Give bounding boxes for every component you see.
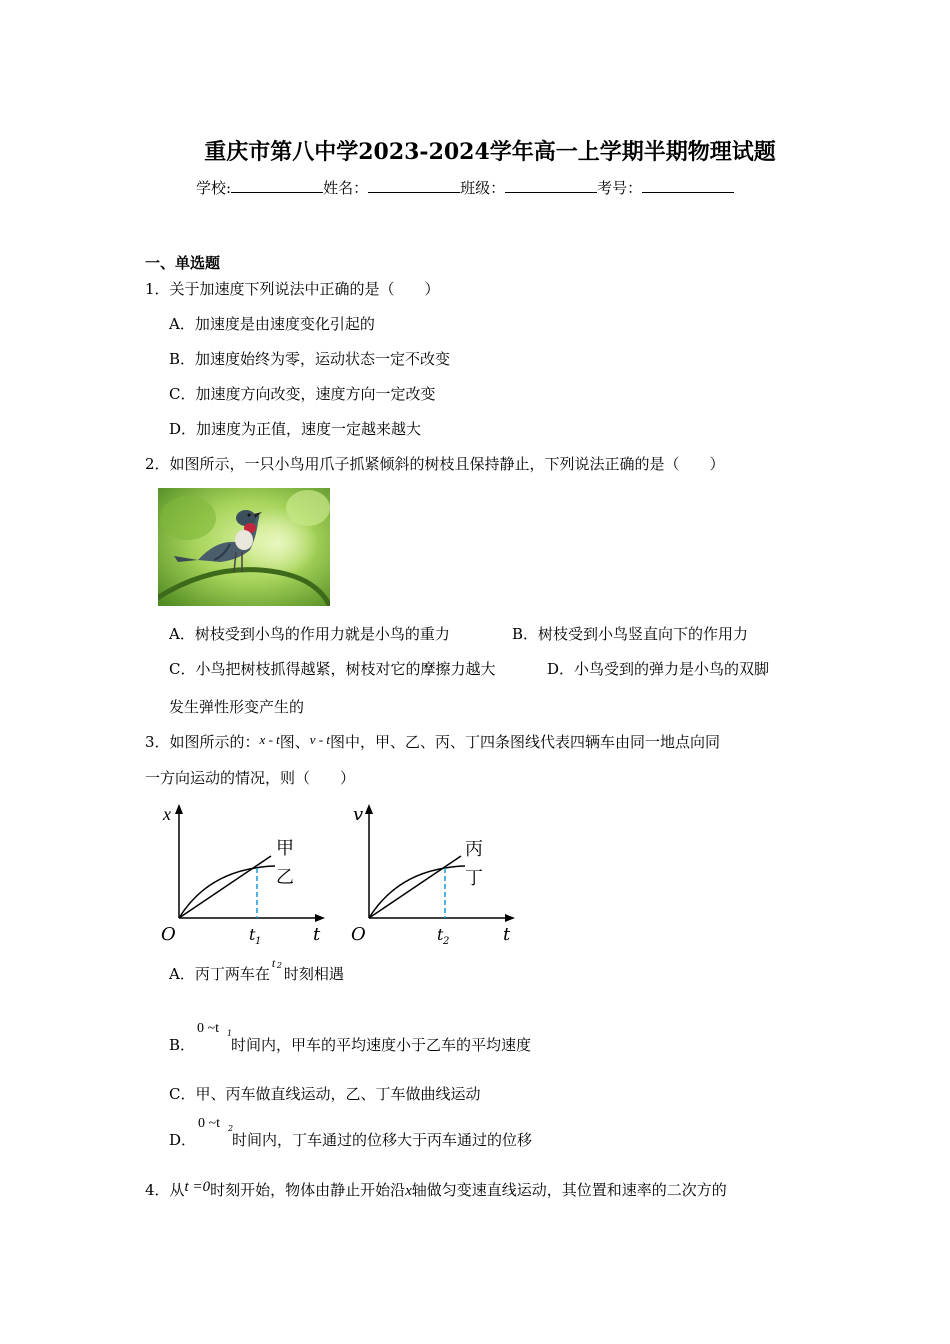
q3-option-d-math-sub: 2	[228, 1124, 234, 1133]
q4-math: t =0	[184, 1179, 211, 1195]
q3-option-a-suffix: 时刻相遇	[283, 965, 344, 983]
q2-option-a: A．树枝受到小鸟的作用力就是小鸟的重力	[169, 625, 450, 643]
q2-option-b: B．树枝受到小鸟竖直向下的作用力	[512, 625, 749, 643]
q3-option-d-prefix: D．	[169, 1131, 197, 1149]
q3-option-a-math-sub: 2	[276, 961, 282, 970]
q3-option-b-math-sub: 1	[227, 1029, 233, 1038]
vt-axes	[365, 804, 515, 922]
xt-y-label: x	[163, 804, 171, 824]
q3-option-d-math	[196, 1116, 234, 1145]
name-blank	[368, 178, 460, 193]
vt-y-label: v	[353, 804, 364, 825]
xt-label-jia: 甲	[276, 838, 294, 859]
page-title: 重庆市第八中学2023-2024学年高一上学期半期物理试题	[204, 139, 776, 165]
q3-option-a-prefix: A．丙丁两车在	[169, 965, 270, 983]
q4-prefix: 4．从	[145, 1181, 185, 1199]
school-label: 学校:	[196, 179, 232, 197]
q3-stem-mid2: 图中，甲、乙、丙、丁四条图线代表四辆车由同一地点向同	[330, 733, 721, 751]
q3-option-b-prefix: B．	[169, 1036, 196, 1054]
q4-stem	[145, 1179, 727, 1200]
class-blank	[505, 178, 597, 193]
student-info-line	[196, 177, 734, 198]
q1-option-c: C．加速度方向改变，速度方向一定改变	[169, 385, 436, 403]
exam-number-blank	[642, 178, 734, 193]
xt-label-yi: 乙	[276, 867, 294, 888]
q3-stem-line2: 一方向运动的情况，则（ ）	[145, 769, 356, 787]
q3-option-a-math-t: t	[271, 956, 276, 970]
q3-option-a-math	[270, 956, 284, 979]
q3-option-d-math-text: 0 ~t	[198, 1116, 220, 1131]
xt-tick-t1: t	[249, 925, 256, 944]
exam-number-label: 考号：	[597, 179, 643, 197]
q1-option-a: A．加速度是由速度变化引起的	[169, 315, 375, 333]
q1-option-d: D．加速度为正值，速度一定越来越大	[169, 420, 422, 438]
q3-xt-label: x - t	[259, 732, 280, 747]
name-label: 姓名：	[323, 179, 369, 197]
q2-stem: 2．如图所示，一只小鸟用爪子抓紧倾斜的树枝且保持静止，下列说法正确的是（ ）	[145, 455, 725, 473]
vt-label-ding: 丁	[465, 868, 483, 889]
q3-option-d	[169, 1116, 533, 1150]
vt-line-bing	[369, 856, 461, 918]
q4-suffix: 轴做匀变速直线运动，其位置和速率的二次方的	[411, 1181, 727, 1199]
q2-option-d: D．小鸟受到的弹力是小鸟的双脚	[547, 660, 770, 678]
q3-option-b-suffix: 时间内，甲车的平均速度小于乙车的平均速度	[231, 1036, 532, 1054]
vt-tick-t2: t	[437, 925, 444, 944]
q3-stem	[145, 731, 720, 752]
xt-x-label: t	[313, 924, 321, 945]
class-label: 班级：	[460, 179, 506, 197]
q1-stem: 1．关于加速度下列说法中正确的是（ ）	[145, 280, 440, 298]
section-heading: 一、单选题	[145, 254, 221, 272]
q3-option-a	[169, 956, 344, 984]
q3-vt-label: v - t	[309, 732, 330, 747]
q4-mid: 时刻开始，物体由静止开始沿	[210, 1181, 406, 1199]
xt-origin-label: O	[161, 924, 176, 945]
q1-option-b: B．加速度始终为零，运动状态一定不改变	[169, 350, 451, 368]
q3-option-b-math	[195, 1021, 233, 1050]
xt-curve-yi	[179, 866, 275, 918]
xt-graph	[155, 798, 335, 948]
xt-axes	[175, 804, 325, 922]
vt-x-label: t	[503, 924, 511, 945]
q4-var: x	[405, 1183, 412, 1199]
vt-label-bing: 丙	[465, 839, 483, 860]
q2-option-c: C．小鸟把树枝抓得越紧，树枝对它的摩擦力越大	[169, 660, 496, 678]
q2-option-d-continued: 发生弹性形变产生的	[169, 698, 305, 716]
q3-option-b	[169, 1021, 532, 1055]
xt-tick-t1-sub: 1	[255, 936, 262, 947]
q3-option-d-suffix: 时间内，丁车通过的位移大于丙车通过的位移	[232, 1131, 533, 1149]
q3-option-b-math-text: 0 ~t	[197, 1021, 219, 1036]
vt-graph	[345, 798, 525, 948]
vt-tick-t2-sub: 2	[443, 936, 450, 947]
vt-origin-label: O	[351, 924, 366, 945]
q3-stem-mid1: 图、	[279, 733, 310, 751]
vt-curve-ding	[369, 866, 465, 918]
school-blank	[231, 178, 323, 193]
bird-on-branch-photo	[158, 488, 330, 606]
q3-option-c: C．甲、丙车做直线运动，乙、丁车做曲线运动	[169, 1085, 481, 1103]
q3-stem-prefix: 3．如图所示的：	[145, 733, 260, 751]
